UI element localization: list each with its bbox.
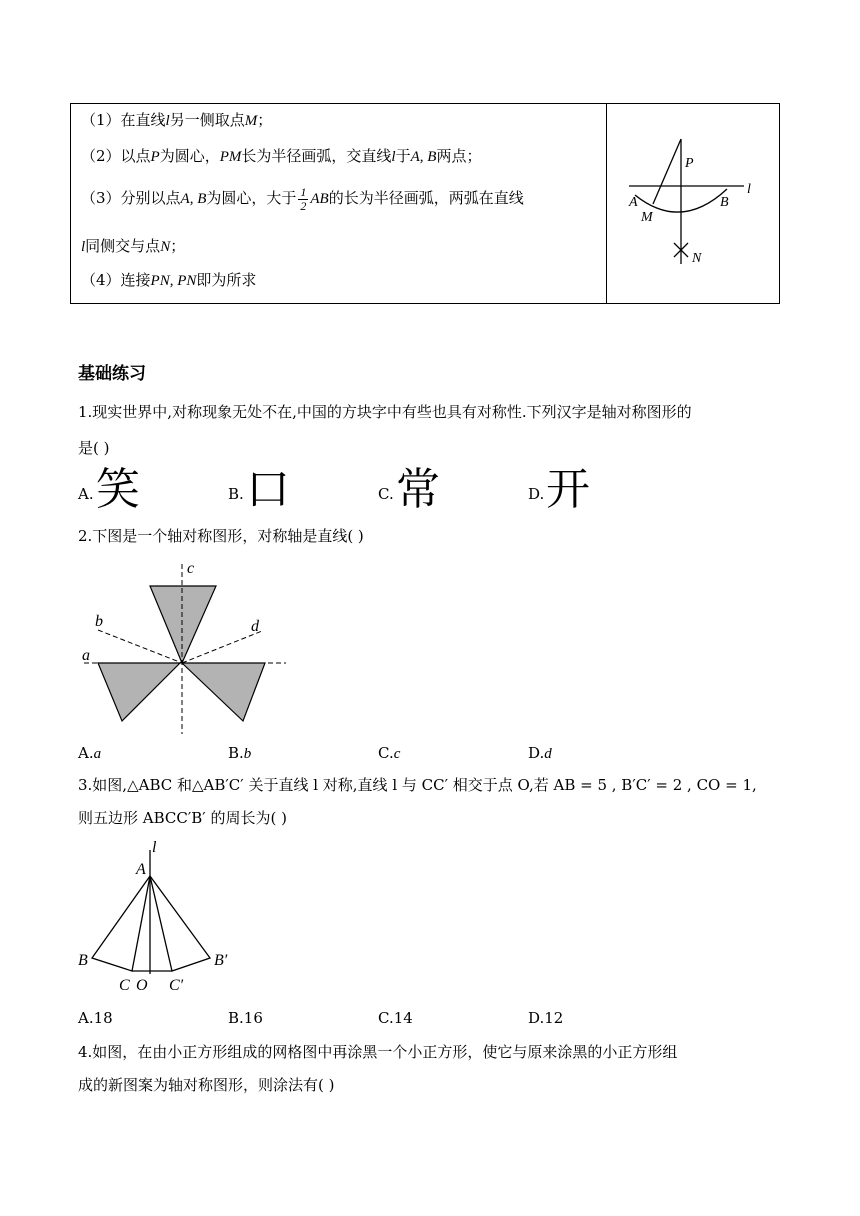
q2-label-a: a xyxy=(82,647,90,664)
step-2-l: l xyxy=(391,149,396,165)
q2-option-a-label: A. xyxy=(78,744,94,762)
q2-line-b xyxy=(98,630,182,663)
q3-option-b-label: B. xyxy=(228,1009,244,1027)
fraction-denominator: 2 xyxy=(300,198,307,213)
step-1 xyxy=(81,110,272,131)
q3-figure xyxy=(76,838,246,998)
q3-option-c-value: 14 xyxy=(393,1009,413,1027)
step-3 xyxy=(81,180,524,217)
q3-label-a: A xyxy=(136,861,146,878)
label-n: N xyxy=(692,251,702,266)
q3-line1: 3.如图,△ABC 和△AB′C′ 关于直线 l 对称,直线 l 与 CC′ 相交于点 O,若 AB = 5 , B′C′ = 2 , CO = 1, xyxy=(78,776,757,794)
q3-label-c2: C′ xyxy=(169,977,184,994)
step-3-ab2: AB xyxy=(310,191,329,207)
q1-option-a-label: A. xyxy=(78,485,94,503)
step-2-mid1: 为圆心， xyxy=(159,147,220,165)
q2-option-a-value: a xyxy=(93,746,102,762)
q3-option-d-label: D. xyxy=(528,1009,545,1027)
q2-option-d-label: D. xyxy=(528,744,545,762)
q3-option-d xyxy=(528,1008,563,1028)
q4-line1: 4.如图，在由小正方形组成的网格图中再涂黑一个小正方形，使它与原来涂黑的小正方形组 xyxy=(78,1043,678,1061)
step-3-ab: A, B xyxy=(180,191,207,207)
q3-option-b xyxy=(228,1008,263,1028)
q3-triangle-ab2c2 xyxy=(150,876,210,971)
q3-option-b-value: 16 xyxy=(243,1009,263,1027)
label-m: M xyxy=(641,210,653,225)
step-3-continued xyxy=(81,236,185,257)
step-4-prefix: （4）连接 xyxy=(81,271,151,289)
step-1-end: ； xyxy=(257,111,273,129)
step-4 xyxy=(81,270,256,291)
step-4-end: 即为所求 xyxy=(196,271,257,289)
q3-label-o: O xyxy=(136,977,148,994)
q3-label-b: B xyxy=(78,952,88,969)
q2-label-c: c xyxy=(187,560,195,577)
q1-option-d-char: 开 xyxy=(546,464,590,515)
q1-option-d-label: D. xyxy=(528,485,545,503)
label-b: B xyxy=(720,195,729,210)
q3-label-l: l xyxy=(152,839,157,856)
q2-label-b: b xyxy=(95,613,103,630)
q2-option-b xyxy=(228,743,251,764)
q2-figure xyxy=(76,556,296,736)
step-2-ab: A, B xyxy=(410,149,437,165)
step-2-mid2: 长为半径画弧，交直线 xyxy=(241,147,392,165)
q4-line2: 成的新图案为轴对称图形，则涂法有( ) xyxy=(78,1076,335,1094)
q1-option-c xyxy=(378,466,498,518)
q2-triangle-left xyxy=(98,663,180,721)
step-2-pm: PM xyxy=(219,149,242,165)
label-p: P xyxy=(685,156,694,171)
q2-option-c xyxy=(378,743,400,764)
step-3b-end: ； xyxy=(170,237,186,255)
fraction-numerator: 1 xyxy=(300,184,307,199)
q2-triangle-right xyxy=(182,663,265,721)
q2-option-a xyxy=(78,743,101,764)
step-3-fraction xyxy=(298,186,308,213)
q3-line2: 则五边形 ABCC′B′ 的周长为( ) xyxy=(78,809,287,827)
q3-option-a-label: A. xyxy=(78,1009,94,1027)
q1-option-c-char: 常 xyxy=(396,464,440,515)
step-3b-l: l xyxy=(81,239,86,255)
q3-triangle-abc xyxy=(92,876,150,971)
step-3-prefix: （3）分别以点 xyxy=(81,189,181,207)
q3-label-b2: B′ xyxy=(214,952,228,969)
section-title: 基础练习 xyxy=(78,364,146,384)
q1-line1: 1.现实世界中,对称现象无处不在,中国的方块字中有些也具有对称性.下列汉字是轴对称图形的 xyxy=(78,403,692,421)
step-3b-mid: 同侧交与点 xyxy=(85,237,161,255)
q2-option-c-label: C. xyxy=(378,744,394,762)
q1-option-d xyxy=(528,466,648,518)
step-4-pn: PN, PN xyxy=(150,273,197,289)
q2-label-d: d xyxy=(251,618,259,635)
construction-figure xyxy=(607,104,779,303)
step-2-prefix: （2）以点 xyxy=(81,147,151,165)
q1-option-b-char: 口 xyxy=(246,464,290,515)
q3-option-a-value: 18 xyxy=(93,1009,113,1027)
q2-option-d-value: d xyxy=(544,746,552,762)
q2-text: 2.下图是一个轴对称图形，对称轴是直线( ) xyxy=(78,527,364,545)
step-2-mid3: 于 xyxy=(395,147,411,165)
step-1-mid: 另一侧取点 xyxy=(169,111,245,129)
q3-label-c: C xyxy=(119,977,130,994)
q2-triangle-top xyxy=(150,586,216,663)
q3-option-c xyxy=(378,1008,413,1028)
q3-option-d-value: 12 xyxy=(544,1009,564,1027)
step-2-end: 两点； xyxy=(436,147,482,165)
segment-pm xyxy=(653,139,681,204)
step-2 xyxy=(81,146,481,167)
step-1-prefix: （1）在直线 xyxy=(81,111,166,129)
q2-option-b-label: B. xyxy=(228,744,244,762)
q1-option-b-label: B. xyxy=(228,485,244,503)
q1-option-c-label: C. xyxy=(378,485,394,503)
q1-line2: 是( ) xyxy=(78,439,110,457)
label-l: l xyxy=(747,182,751,197)
step-3-end: 的长为半径画弧，两弧在直线 xyxy=(328,189,524,207)
q2-option-d xyxy=(528,743,552,764)
q1-option-b xyxy=(228,466,348,518)
step-2-p: P xyxy=(150,149,160,165)
q3-option-c-label: C. xyxy=(378,1009,394,1027)
q3-option-a xyxy=(78,1008,113,1028)
step-1-m: M xyxy=(244,113,258,129)
step-3b-n: N xyxy=(160,239,171,255)
step-3-mid1: 为圆心，大于 xyxy=(206,189,297,207)
q2-option-b-value: b xyxy=(243,746,252,762)
step-1-l: l xyxy=(165,113,170,129)
q2-option-c-value: c xyxy=(393,746,401,762)
q1-option-a-char: 笑 xyxy=(96,464,140,515)
q1-option-a xyxy=(78,466,198,518)
construction-steps-table xyxy=(70,103,780,304)
label-a: A xyxy=(629,195,638,210)
